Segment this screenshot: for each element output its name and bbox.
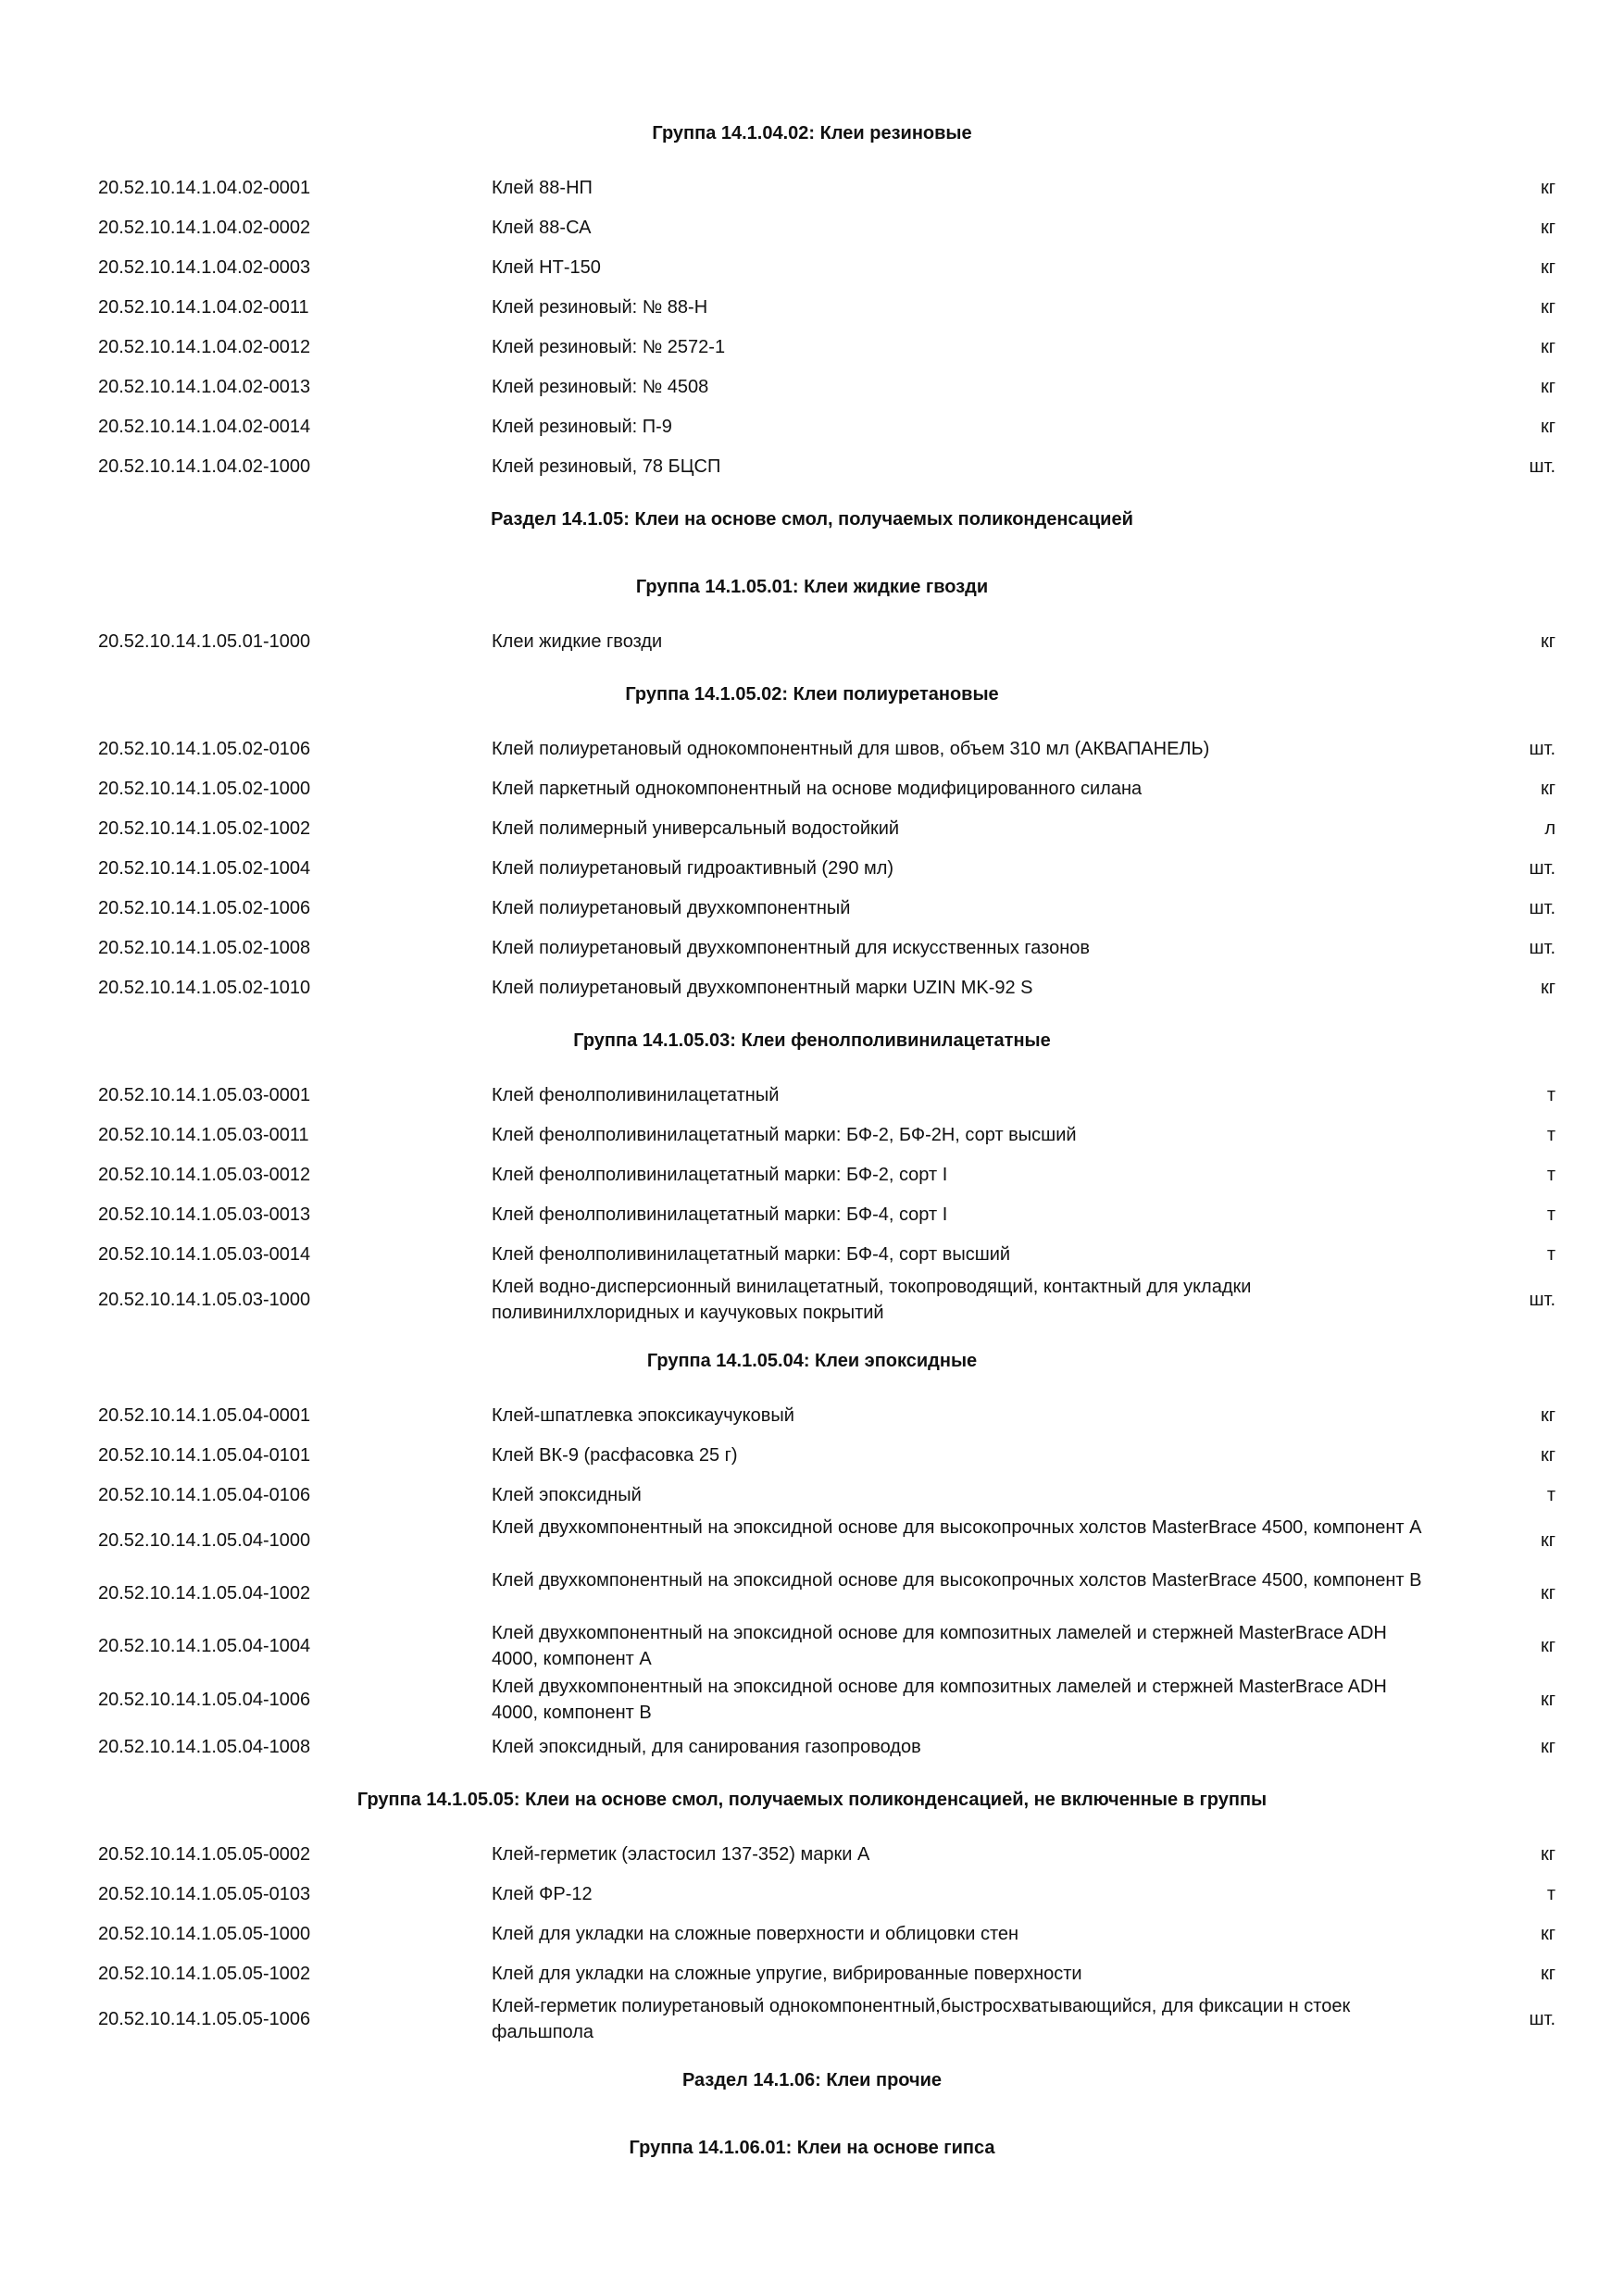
item-code: 20.52.10.14.1.05.02-1002: [98, 818, 311, 839]
item-unit: кг: [1540, 1737, 1555, 1757]
item-code: 20.52.10.14.1.05.04-0001: [98, 1405, 311, 1426]
item-name: Клей-герметик полиуретановый однокомпонентный,быстросхватывающийся, для фиксации н стоек фальшпола: [492, 1996, 1351, 2042]
item-unit: кг: [1540, 297, 1555, 318]
item-name: Клей полиуретановый однокомпонентный для швов, объем 310 мл (АКВАПАНЕЛЬ): [492, 739, 1210, 759]
item-name: Клей фенолполивинилацетатный марки: БФ-4, сорт I: [492, 1204, 948, 1225]
item-unit: шт.: [1529, 2009, 1555, 2029]
group-heading: Группа 14.1.05.01: Клеи жидкие гвозди: [635, 577, 989, 597]
item-name: Клей 88-СА: [492, 218, 592, 238]
item-unit: кг: [1540, 337, 1555, 357]
item-code: 20.52.10.14.1.05.03-0013: [98, 1204, 311, 1225]
item-code: 20.52.10.14.1.05.04-1006: [98, 1690, 311, 1710]
item-unit: шт.: [1529, 1290, 1555, 1310]
item-unit: кг: [1540, 1690, 1555, 1710]
item-name: Клей ФР-12: [492, 1884, 593, 1904]
item-name: Клей резиновый, 78 БЦСП: [492, 456, 721, 477]
item-name: Клей двухкомпонентный на эпоксидной основе для композитных ламелей и стержней MasterBrace ADH 4000, компонент В: [492, 1677, 1387, 1723]
item-name: Клей-герметик (эластосил 137-352) марки А: [492, 1844, 870, 1865]
item-unit: кг: [1540, 1924, 1555, 1944]
item-code: 20.52.10.14.1.04.02-0013: [98, 377, 311, 397]
item-code: 20.52.10.14.1.05.02-1008: [98, 938, 311, 958]
item-unit: кг: [1540, 417, 1555, 437]
group-heading: Группа 14.1.05.05: Клеи на основе смол, получаемых поликонденсацией, не включенные в группы: [356, 1790, 1268, 1810]
item-unit: шт.: [1529, 739, 1555, 759]
item-unit: кг: [1540, 779, 1555, 799]
item-code: 20.52.10.14.1.05.03-0012: [98, 1165, 311, 1185]
item-unit: шт.: [1529, 938, 1555, 958]
item-code: 20.52.10.14.1.05.03-0011: [98, 1125, 309, 1145]
item-code: 20.52.10.14.1.05.02-1006: [98, 898, 311, 918]
item-unit: кг: [1540, 1445, 1555, 1466]
item-code: 20.52.10.14.1.04.02-0014: [98, 417, 311, 437]
item-code: 20.52.10.14.1.05.04-1004: [98, 1636, 311, 1656]
section-heading: Раздел 14.1.05: Клеи на основе смол, получаемых поликонденсацией: [491, 509, 1133, 530]
item-code: 20.52.10.14.1.05.02-1004: [98, 858, 311, 879]
item-code: 20.52.10.14.1.05.05-1006: [98, 2009, 311, 2029]
item-unit: шт.: [1529, 898, 1555, 918]
item-unit: т: [1546, 1085, 1555, 1105]
item-unit: кг: [1540, 218, 1555, 238]
item-code: 20.52.10.14.1.05.02-0106: [98, 739, 311, 759]
item-name: Клей для укладки на сложные поверхности и облицовки стен: [492, 1924, 1019, 1944]
item-name: Клей двухкомпонентный на эпоксидной основе для высокопрочных холстов MasterBrace 4500, компонент В: [492, 1570, 1422, 1591]
item-name: Клей двухкомпонентный на эпоксидной основе для высокопрочных холстов MasterBrace 4500, компонент А: [492, 1517, 1422, 1538]
item-code: 20.52.10.14.1.05.05-0002: [98, 1844, 311, 1865]
item-name: Клей эпоксидный, для санирования газопроводов: [492, 1737, 921, 1757]
item-name: Клей 88-НП: [492, 178, 593, 198]
item-code: 20.52.10.14.1.05.04-1002: [98, 1583, 311, 1603]
section-heading: Раздел 14.1.06: Клеи прочие: [681, 2070, 943, 2090]
item-name: Клей двухкомпонентный на эпоксидной основе для композитных ламелей и стержней MasterBrace ADH 4000, компонент А: [492, 1623, 1387, 1669]
item-code: 20.52.10.14.1.05.02-1000: [98, 779, 311, 799]
item-code: 20.52.10.14.1.04.02-1000: [98, 456, 311, 477]
item-unit: кг: [1540, 978, 1555, 998]
item-unit: кг: [1540, 1844, 1555, 1865]
item-unit: кг: [1540, 1636, 1555, 1656]
item-code: 20.52.10.14.1.04.02-0003: [98, 257, 311, 278]
item-code: 20.52.10.14.1.05.05-1002: [98, 1964, 311, 1984]
group-heading: Группа 14.1.05.03: Клеи фенолполивинилацетатные: [573, 1030, 1051, 1051]
item-code: 20.52.10.14.1.05.05-1000: [98, 1924, 311, 1944]
item-code: 20.52.10.14.1.05.04-1008: [98, 1737, 311, 1757]
item-name: Клей полиуретановый двухкомпонентный для искусственных газонов: [492, 938, 1090, 958]
item-name: Клей фенолполивинилацетатный марки: БФ-2, БФ-2Н, сорт высший: [492, 1125, 1077, 1145]
item-unit: т: [1546, 1244, 1555, 1265]
item-code: 20.52.10.14.1.04.02-0002: [98, 218, 311, 238]
item-code: 20.52.10.14.1.04.02-0011: [98, 297, 309, 318]
item-code: 20.52.10.14.1.05.04-0101: [98, 1445, 311, 1466]
item-name: Клей полиуретановый гидроактивный (290 мл): [492, 858, 894, 879]
item-code: 20.52.10.14.1.04.02-0012: [98, 337, 311, 357]
item-code: 20.52.10.14.1.04.02-0001: [98, 178, 311, 198]
item-unit: т: [1546, 1204, 1555, 1225]
group-heading: Группа 14.1.04.02: Клеи резиновые: [652, 123, 972, 144]
item-unit: кг: [1540, 377, 1555, 397]
item-unit: т: [1546, 1485, 1555, 1505]
item-name: Клей-шпатлевка эпоксикаучуковый: [492, 1405, 794, 1426]
item-name: Клей резиновый: № 4508: [492, 377, 709, 397]
item-name: Клей паркетный однокомпонентный на основе модифицированного силана: [492, 779, 1143, 799]
item-code: 20.52.10.14.1.05.03-0014: [98, 1244, 311, 1265]
item-unit: кг: [1540, 1964, 1555, 1984]
item-code: 20.52.10.14.1.05.05-0103: [98, 1884, 311, 1904]
item-code: 20.52.10.14.1.05.04-1000: [98, 1530, 311, 1551]
item-name: Клей фенолполивинилацетатный: [492, 1085, 780, 1105]
item-unit: кг: [1540, 1405, 1555, 1426]
item-unit: кг: [1540, 631, 1555, 652]
item-name: Клеи жидкие гвозди: [492, 631, 663, 652]
group-heading: Группа 14.1.05.04: Клеи эпоксидные: [646, 1351, 978, 1371]
item-name: Клей фенолполивинилацетатный марки: БФ-4, сорт высший: [492, 1244, 1011, 1265]
item-name: Клей эпоксидный: [492, 1485, 642, 1505]
item-name: Клей резиновый: № 2572-1: [492, 337, 726, 357]
item-unit: т: [1546, 1884, 1555, 1904]
item-unit: т: [1546, 1165, 1555, 1185]
item-unit: шт.: [1529, 858, 1555, 879]
item-unit: т: [1546, 1125, 1555, 1145]
item-name: Клей резиновый: П-9: [492, 417, 672, 437]
item-name: Клей НТ-150: [492, 257, 601, 278]
item-code: 20.52.10.14.1.05.02-1010: [98, 978, 311, 998]
item-name: Клей фенолполивинилацетатный марки: БФ-2, сорт I: [492, 1165, 948, 1185]
item-name: Клей полиуретановый двухкомпонентный марки UZIN MK-92 S: [492, 978, 1033, 998]
item-name: Клей ВК-9 (расфасовка 25 г): [492, 1445, 738, 1466]
item-unit: шт.: [1529, 456, 1555, 477]
group-heading: Группа 14.1.05.02: Клеи полиуретановые: [625, 684, 999, 705]
item-code: 20.52.10.14.1.05.03-1000: [98, 1290, 311, 1310]
item-unit: кг: [1540, 1530, 1555, 1551]
item-name: Клей водно-дисперсионный винилацетатный, токопроводящий, контактный для укладки поливинилхлоридных и каучуковых покрытий: [492, 1277, 1252, 1323]
item-name: Клей резиновый: № 88-Н: [492, 297, 708, 318]
item-unit: л: [1544, 818, 1555, 839]
item-unit: кг: [1540, 1583, 1555, 1603]
item-name: Клей для укладки на сложные упругие, вибрированные поверхности: [492, 1964, 1082, 1984]
item-name: Клей полимерный универсальный водостойкий: [492, 818, 900, 839]
item-code: 20.52.10.14.1.05.03-0001: [98, 1085, 311, 1105]
group-heading: Группа 14.1.06.01: Клеи на основе гипса: [629, 2138, 995, 2158]
item-code: 20.52.10.14.1.05.01-1000: [98, 631, 311, 652]
item-name: Клей полиуретановый двухкомпонентный: [492, 898, 851, 918]
item-code: 20.52.10.14.1.05.04-0106: [98, 1485, 311, 1505]
item-unit: кг: [1540, 178, 1555, 198]
item-unit: кг: [1540, 257, 1555, 278]
